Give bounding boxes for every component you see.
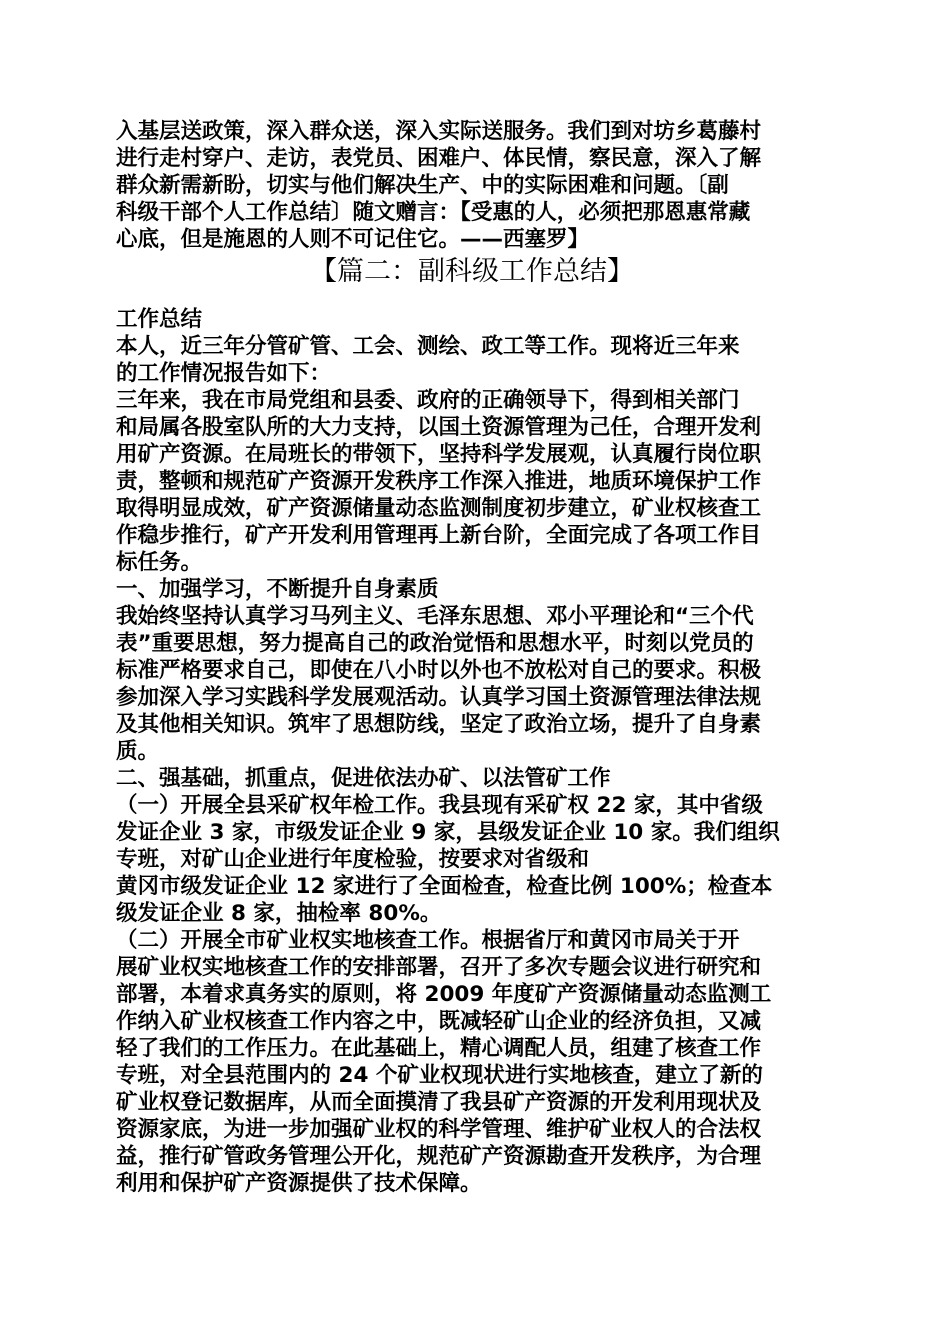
body-line: 取得明显成效，矿产资源储量动态监测制度初步建立，矿业权核查工 <box>116 496 762 521</box>
body-line: 矿业权登记数据库，从而全面摸清了我县矿产资源的开发利用现状及 <box>116 1090 762 1115</box>
body-line: 专班，对矿山企业进行年度检验，按要求对省级和 <box>116 847 590 872</box>
body-line: 参加深入学习实践科学发展观活动。认真学习国土资源管理法律法规 <box>116 685 762 710</box>
intro-line: 科级干部个人工作总结〕随文赠言：【受惠的人，必须把那恩惠常藏 <box>116 200 751 225</box>
body-line: 资源家底，为进一步加强矿业权的科学管理、维护矿业权人的合法权 <box>116 1117 762 1142</box>
body-line: 专班，对全县范围内的 24 个矿业权现状进行实地核查，建立了新的 <box>116 1063 763 1088</box>
body-line: 标任务。 <box>116 550 203 575</box>
body-line: 本人，近三年分管矿管、工会、测绘、政工等工作。现将近三年来 <box>116 334 740 359</box>
body-line: 级发证企业 8 家，抽检率 80%。 <box>116 901 442 926</box>
body-line: 部署，本着求真务实的原则，将 2009 年度矿产资源储量动态监测工 <box>116 982 772 1007</box>
body-line: 的工作情况报告如下： <box>116 361 332 386</box>
body-line: 标准严格要求自己，即使在八小时以外也不放松对自己的要求。积极 <box>116 658 762 683</box>
body-line: 发证企业 3 家，市级发证企业 9 家，县级发证企业 10 家。我们组织 <box>116 820 780 845</box>
body-line: 展矿业权实地核查工作的安排部署，召开了多次专题会议进行研究和 <box>116 955 762 980</box>
intro-line: 入基层送政策，深入群众送，深入实际送服务。我们到对坊乡葛藤村 <box>116 119 762 144</box>
body-line: 益，推行矿管政务管理公开化，规范矿产资源勘查开发秩序，为合理 <box>116 1144 762 1169</box>
intro-line: 心底，但是施恩的人则不可记住它。——西塞罗】 <box>116 227 590 252</box>
body-line: 工作总结 <box>116 307 203 332</box>
body-line: 利用和保护矿产资源提供了技术保障。 <box>116 1171 482 1196</box>
body-line: 质。 <box>116 739 160 764</box>
body-line: 和局属各股室队所的大力支持，以国土资源管理为己任，合理开发利 <box>116 415 762 440</box>
body-line: 三年来，我在市局党组和县委、政府的正确领导下，得到相关部门 <box>116 388 740 413</box>
body-line: （二）开展全市矿业权实地核查工作。根据省厅和黄冈市局关于开 <box>116 928 740 953</box>
body-line: 作稳步推行，矿产开发利用管理再上新台阶，全面完成了各项工作目 <box>116 523 762 548</box>
body-line: 轻了我们的工作压力。在此基础上，精心调配人员，组建了核查工作 <box>116 1036 762 1061</box>
body-line: 作纳入矿业权核查工作内容之中，既减轻矿山企业的经济负担，又减 <box>116 1009 762 1034</box>
intro-line: 群众新需新盼，切实与他们解决生产、中的实际困难和问题。〔副 <box>116 173 729 198</box>
body-line: 我始终坚持认真学习马列主义、毛泽东思想、邓小平理论和“三个代 <box>116 604 754 629</box>
body-line: 用矿产资源。在局班长的带领下，坚持科学发展观，认真履行岗位职 <box>116 442 762 467</box>
body-line: 二、强基础，抓重点，促进依法办矿、以法管矿工作 <box>116 766 611 791</box>
body-line: 责，整顿和规范矿产资源开发秩序工作深入推进，地质环境保护工作 <box>116 469 762 494</box>
body-line: 表”重要思想，努力提高自己的政治觉悟和思想水平，时刻以党员的 <box>116 631 754 656</box>
body-line: （一）开展全县采矿权年检工作。我县现有采矿权 22 家，其中省级 <box>116 793 763 818</box>
section-heading: 【篇二：副科级工作总结】 <box>310 256 634 287</box>
body-line: 及其他相关知识。筑牢了思想防线，坚定了政治立场，提升了自身素 <box>116 712 762 737</box>
body-line: 一、加强学习，不断提升自身素质 <box>116 577 439 602</box>
intro-line: 进行走村穿户、走访，表党员、困难户、体民情，察民意，深入了解 <box>116 146 762 171</box>
body-line: 黄冈市级发证企业 12 家进行了全面检查，检查比例 100%；检查本 <box>116 874 773 899</box>
